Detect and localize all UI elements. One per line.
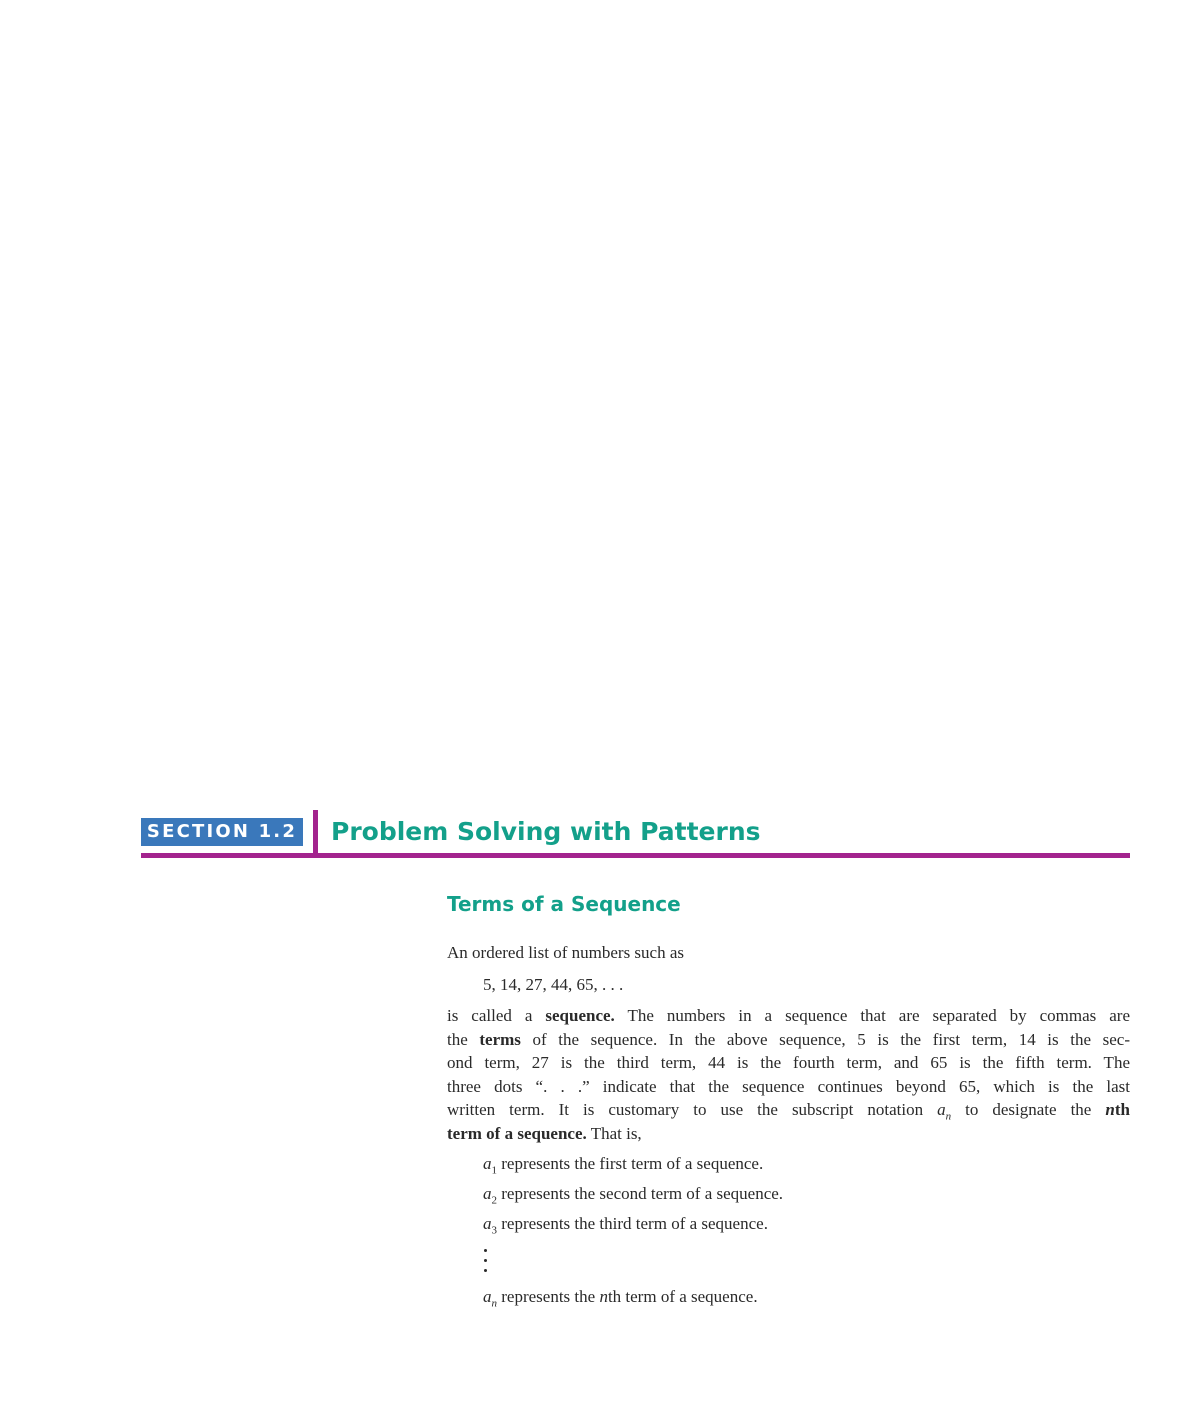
term-line-1: $a_1$ represents the first term of a sequence. bbox=[483, 1154, 764, 1177]
vertical-ellipsis bbox=[483, 1247, 489, 1275]
term-nth-term: term of a sequence. bbox=[447, 1123, 587, 1143]
paragraph-line: three dots “. . .” indicate that the sequence continues beyond 65, which is the last bbox=[447, 1076, 1130, 1096]
nth-italic-n: n bbox=[1105, 1100, 1115, 1120]
term-line-n: $a_n$ represents the nth term of a sequence. bbox=[483, 1287, 758, 1310]
term-line-2: $a_2$ represents the second term of a sequence. bbox=[483, 1184, 784, 1207]
section-badge: SECTION 1.2 bbox=[141, 818, 303, 846]
section-rule bbox=[141, 853, 1130, 858]
sequence-example: 5, 14, 27, 44, 65, . . . bbox=[483, 975, 624, 994]
term-sequence: sequence. bbox=[545, 1006, 615, 1025]
subscript-n: n bbox=[945, 1110, 952, 1123]
paragraph-line: term of a sequence. That is, bbox=[447, 1123, 642, 1143]
section-divider-vertical bbox=[313, 810, 318, 856]
paragraph-line: the terms of the sequence. In the above sequence, 5 is the first term, 14 is the sec- bbox=[447, 1029, 1130, 1049]
section-title: Problem Solving with Patterns bbox=[331, 817, 761, 846]
subheading: Terms of a Sequence bbox=[447, 892, 681, 916]
paragraph-line: ond term, 27 is the third term, 44 is the fourth term, and 65 is the fifth term. The bbox=[447, 1053, 1130, 1073]
paragraph-line: is called a sequence. The numbers in a sequence that are separated by commas are bbox=[447, 1006, 1130, 1025]
term-terms: terms bbox=[479, 1029, 521, 1049]
paragraph-line: written term. It is customary to use the subscript notation $a_n$ to designate the nth bbox=[447, 1100, 1130, 1123]
variable-a: a bbox=[937, 1100, 946, 1120]
definition-paragraph bbox=[447, 1004, 1130, 1146]
intro-text: An ordered list of numbers such as bbox=[447, 943, 685, 962]
term-line-3: $a_3$ represents the third term of a sequence. bbox=[483, 1214, 768, 1237]
